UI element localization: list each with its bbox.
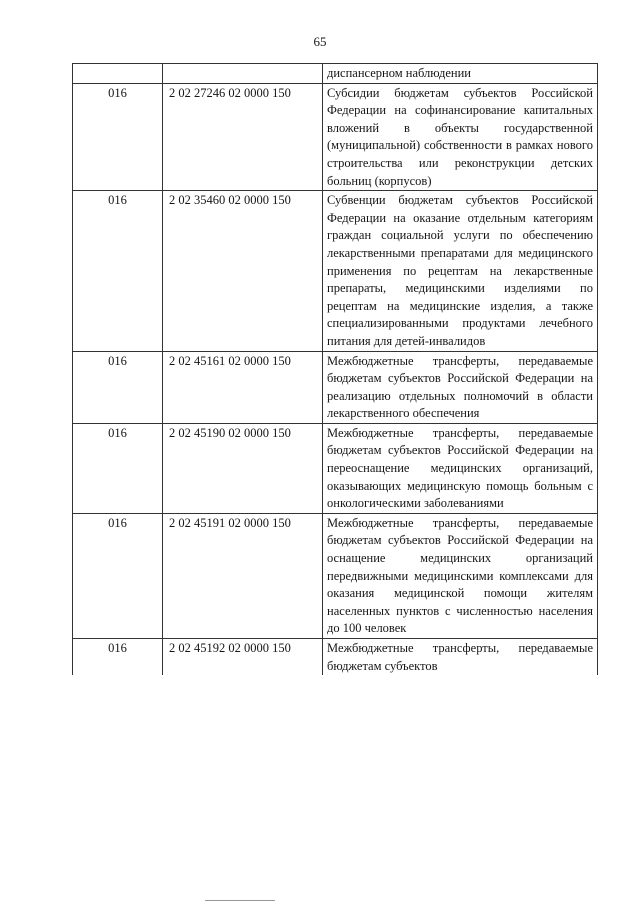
revenue-name-cell: Межбюджетные трансферты, передаваемые бюджетам субъектов [323,639,598,676]
table-row [73,351,598,423]
table-row [73,64,598,84]
budget-classification-code-cell: 2 02 35460 02 0000 150 [163,191,323,351]
administrator-code-cell: 016 [73,513,163,638]
revenue-name-cell: Субвенции бюджетам субъектов Российской Федерации на оказание отдельным категориям граждан социальной услуги по обеспечению лекарственными препаратами для медицинского применения по рецептам на лекарственные препараты, медицинскими изделиями по рецептам на медицинские изделия, а также специализированными продуктами лечебного питания для детей-инвалидов [323,191,598,351]
scan-artifact-line [205,900,275,901]
revenue-name-cell: диспансерном наблюдении [323,64,598,84]
budget-classification-code-cell: 2 02 45161 02 0000 150 [163,351,323,423]
budget-classification-code-cell: 2 02 27246 02 0000 150 [163,83,323,191]
table-row [73,513,598,638]
budget-classification-code-cell: 2 02 45192 02 0000 150 [163,639,323,676]
budget-revenue-table [72,63,598,675]
administrator-code-cell [73,64,163,84]
table-row [73,191,598,351]
table-row [73,423,598,513]
administrator-code-cell: 016 [73,423,163,513]
revenue-name-cell: Межбюджетные трансферты, передаваемые бюджетам субъектов Российской Федерации на переоснащение медицинских организаций, оказывающих медицинскую помощь больным с онкологическими заболеваниями [323,423,598,513]
administrator-code-cell: 016 [73,639,163,676]
budget-classification-code-cell [163,64,323,84]
administrator-code-cell: 016 [73,83,163,191]
budget-classification-code-cell: 2 02 45191 02 0000 150 [163,513,323,638]
revenue-name-cell: Субсидии бюджетам субъектов Российской Федерации на софинансирование капитальных вложений в объекты государственной (муниципальной) собственности в рамках нового строительства или реконструкции детских больниц (корпусов) [323,83,598,191]
table-row [73,639,598,676]
revenue-name-cell: Межбюджетные трансферты, передаваемые бюджетам субъектов Российской Федерации на реализацию отдельных полномочий в области лекарственного обеспечения [323,351,598,423]
administrator-code-cell: 016 [73,191,163,351]
administrator-code-cell: 016 [73,351,163,423]
page-number: 65 [313,34,327,49]
revenue-name-cell: Межбюджетные трансферты, передаваемые бюджетам субъектов Российской Федерации на оснащение медицинских организаций передвижными медицинскими комплексами для оказания медицинской помощи жителям населенных пунктов с численностью населения до 100 человек [323,513,598,638]
table-row [73,83,598,191]
budget-classification-code-cell: 2 02 45190 02 0000 150 [163,423,323,513]
